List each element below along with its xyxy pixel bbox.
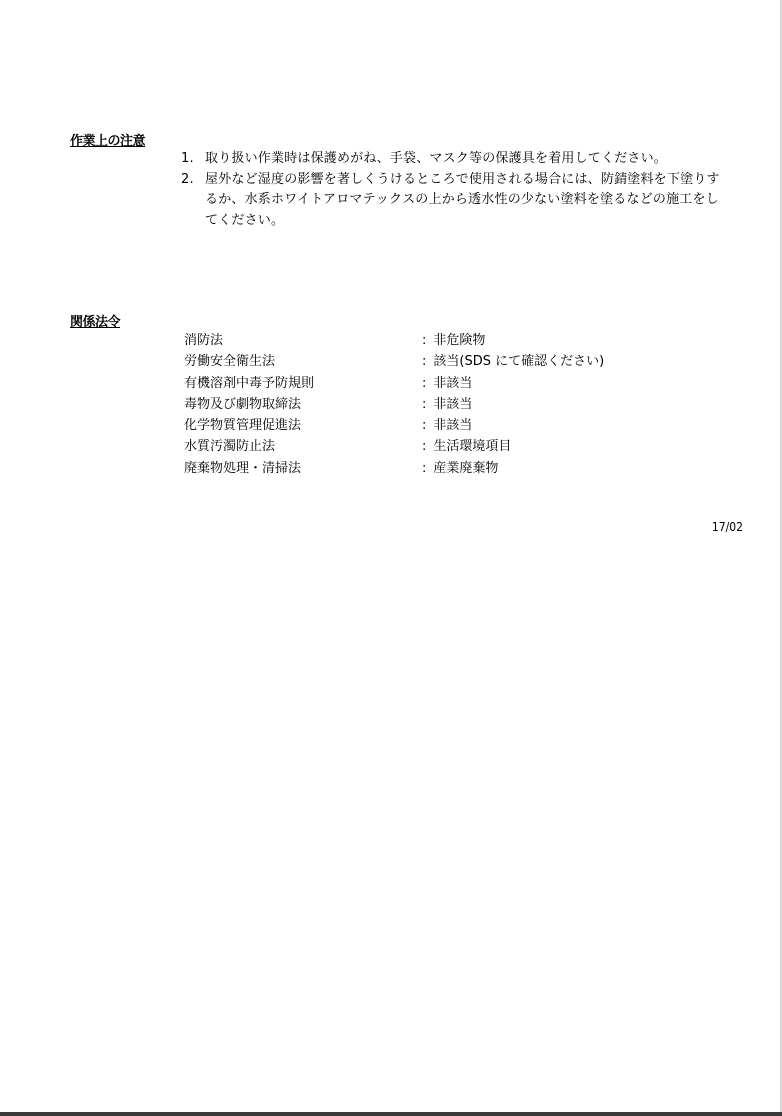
table-row [184, 330, 604, 351]
law-status: 非該当 [433, 396, 473, 412]
regulations-heading: 関係法令 [70, 315, 121, 330]
law-status: 生活環境項目 [433, 439, 512, 455]
law-name: 水質汚濁防止法 [184, 439, 276, 455]
page-bottom-border [0, 1112, 782, 1116]
law-name: 労働安全衛生法 [184, 354, 276, 370]
law-name: 毒物及び劇物取締法 [184, 396, 302, 412]
precaution-item-1 [181, 149, 726, 170]
precaution-item-2 [181, 170, 726, 232]
table-row [184, 394, 604, 415]
item-number: 1. [181, 151, 194, 166]
law-status-cell [422, 436, 604, 457]
colon-separator: : [422, 396, 427, 412]
law-status: 非危険物 [433, 333, 486, 348]
law-status: 該当(SDS にて確認ください) [433, 354, 605, 370]
law-name: 消防法 [184, 333, 224, 348]
colon-separator: : [422, 354, 427, 370]
page-number: 17/02 [711, 520, 743, 534]
colon-separator: : [422, 375, 427, 391]
table-row [184, 458, 604, 479]
table-row [184, 373, 604, 394]
law-status-cell [422, 351, 604, 372]
law-status-cell [422, 415, 604, 436]
law-status-cell [422, 373, 604, 394]
table-row [184, 436, 604, 457]
colon-separator: : [422, 418, 427, 434]
table-row [184, 351, 604, 372]
law-status-cell [422, 330, 604, 351]
colon-separator: : [422, 460, 427, 476]
law-status: 産業廃棄物 [433, 460, 499, 476]
precautions-list [181, 149, 726, 231]
law-status: 非該当 [433, 418, 473, 434]
law-status: 非該当 [433, 375, 473, 391]
table-row [184, 415, 604, 436]
item-number: 2. [181, 171, 194, 187]
colon-separator: : [422, 333, 427, 348]
law-name: 廃棄物処理・清掃法 [184, 460, 302, 476]
precautions-heading: 作業上の注意 [70, 134, 146, 149]
item-text: 取り扱い作業時は保護めがね、手袋、マスク等の保護具を着用してください。 [205, 151, 668, 166]
law-name: 有機溶剤中毒予防規則 [184, 375, 315, 391]
law-name: 化学物質管理促進法 [184, 418, 302, 434]
colon-separator: : [422, 439, 427, 455]
item-text: 屋外など湿度の影響を著しくうけるところで使用される場合には、防錆塗料を下塗りするか、水系ホワイトアロマテックスの上から透水性の少ない塗料を塗るなどの施工をしてください。 [205, 171, 720, 228]
law-status-cell [422, 458, 604, 479]
law-status-cell [422, 394, 604, 415]
regulations-table [184, 330, 604, 479]
